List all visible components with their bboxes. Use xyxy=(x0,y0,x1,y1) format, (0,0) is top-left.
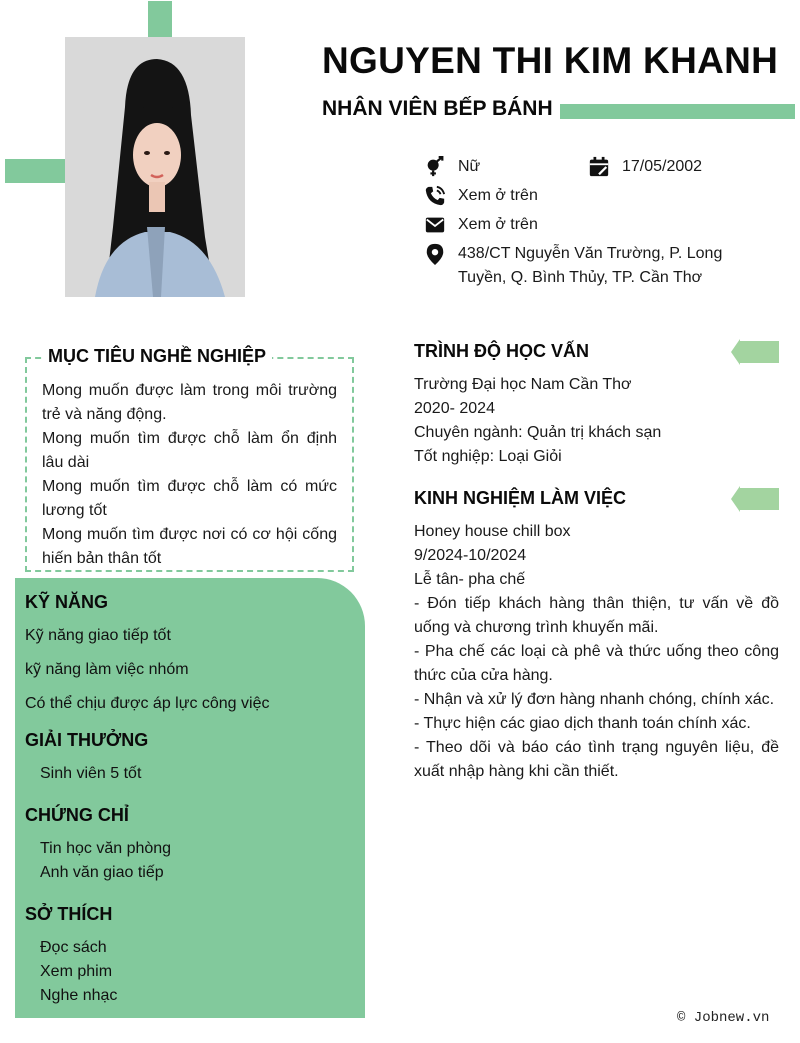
title-accent-bar xyxy=(560,104,795,119)
experience-period: 9/2024-10/2024 xyxy=(414,547,527,564)
accent-block-left xyxy=(5,159,65,183)
info-phone xyxy=(422,184,538,208)
copyright-footer: © Jobnew.vn xyxy=(677,1010,770,1026)
skill-item: Kỹ năng giao tiếp tốt xyxy=(25,627,171,644)
info-dob xyxy=(586,155,702,179)
experience-duty: - Thực hiện các giao dịch thanh toán chính xác. xyxy=(414,715,751,732)
arrow-left-icon xyxy=(731,339,779,365)
hobby-item: Nghe nhạc xyxy=(40,987,118,1004)
envelope-icon xyxy=(422,213,448,237)
experience-company: Honey house chill box xyxy=(414,523,571,540)
phone-value: Xem ở trên xyxy=(458,187,538,204)
education-major: Chuyên ngành: Quản trị khách sạn xyxy=(414,424,662,441)
awards-heading: GIẢI THƯỞNG xyxy=(25,730,149,750)
job-title: NHÂN VIÊN BẾP BÁNH xyxy=(322,97,553,120)
experience-duty: - Nhận và xử lý đơn hàng nhanh chóng, chính xác. xyxy=(414,691,775,708)
phone-icon xyxy=(422,184,448,208)
education-grade: Tốt nghiệp: Loại Giỏi xyxy=(414,448,562,465)
objective-item: Mong muốn được làm trong môi trường trẻ và năng động. xyxy=(42,382,337,423)
skill-item: kỹ năng làm việc nhóm xyxy=(25,661,189,678)
objective-item: Mong muốn tìm được nơi có cơ hội cống hiến bản thân tốt xyxy=(42,526,337,567)
location-pin-icon xyxy=(422,242,448,266)
certificates-heading: CHỨNG CHỈ xyxy=(25,805,129,825)
address-line-2: Tuyền, Q. Bình Thủy, TP. Cần Thơ xyxy=(458,269,703,286)
education-details xyxy=(414,373,779,469)
calendar-icon xyxy=(586,155,612,179)
info-address xyxy=(422,242,752,290)
experience-heading: KINH NGHIỆM LÀM VIỆC xyxy=(414,488,627,508)
experience-duty: - Pha chế các loại cà phê và thức uống theo công thức của cửa hàng. xyxy=(414,643,779,684)
accent-block-top xyxy=(148,1,172,37)
gender-icon xyxy=(422,155,448,179)
hobby-item: Xem phim xyxy=(40,963,113,980)
experience-duty: - Theo dõi và báo cáo tình trạng nguyên liệu, đề xuất nhập hàng khi cần thiết. xyxy=(414,739,779,780)
education-period: 2020- 2024 xyxy=(414,400,495,417)
objective-item: Mong muốn tìm được chỗ làm ổn định lâu dài xyxy=(42,430,337,471)
profile-photo xyxy=(65,37,245,297)
experience-position: Lễ tân- pha chế xyxy=(414,571,526,588)
candidate-name: NGUYEN THI KIM KHANH xyxy=(322,40,779,81)
education-school: Trường Đại học Nam Cần Thơ xyxy=(414,376,632,393)
certificate-item: Anh văn giao tiếp xyxy=(40,864,164,881)
certificate-item: Tin học văn phòng xyxy=(40,840,172,857)
education-heading: TRÌNH ĐỘ HỌC VẤN xyxy=(414,341,589,361)
address-line-1: 438/CT Nguyễn Văn Trường, P. Long xyxy=(458,245,723,262)
hobby-item: Đọc sách xyxy=(40,939,107,956)
email-value: Xem ở trên xyxy=(458,216,538,233)
experience-details xyxy=(414,520,779,784)
experience-duty: - Đón tiếp khách hàng thân thiện, tư vấn về đồ uống và chương trình khuyến mãi. xyxy=(414,595,779,636)
objective-item: Mong muốn tìm được chỗ làm có mức lương tốt xyxy=(42,478,337,519)
info-gender xyxy=(422,155,480,179)
gender-value: Nữ xyxy=(458,158,481,175)
objective-list xyxy=(42,379,337,571)
arrow-left-icon xyxy=(731,486,779,512)
award-item: Sinh viên 5 tốt xyxy=(40,765,142,782)
skill-item: Có thể chịu được áp lực công việc xyxy=(25,695,270,712)
skills-heading: KỸ NĂNG xyxy=(25,592,109,612)
info-email xyxy=(422,213,538,237)
objective-title: MỤC TIÊU NGHỀ NGHIỆP xyxy=(42,346,272,367)
hobbies-heading: SỞ THÍCH xyxy=(25,904,113,924)
dob-value: 17/05/2002 xyxy=(622,158,703,175)
